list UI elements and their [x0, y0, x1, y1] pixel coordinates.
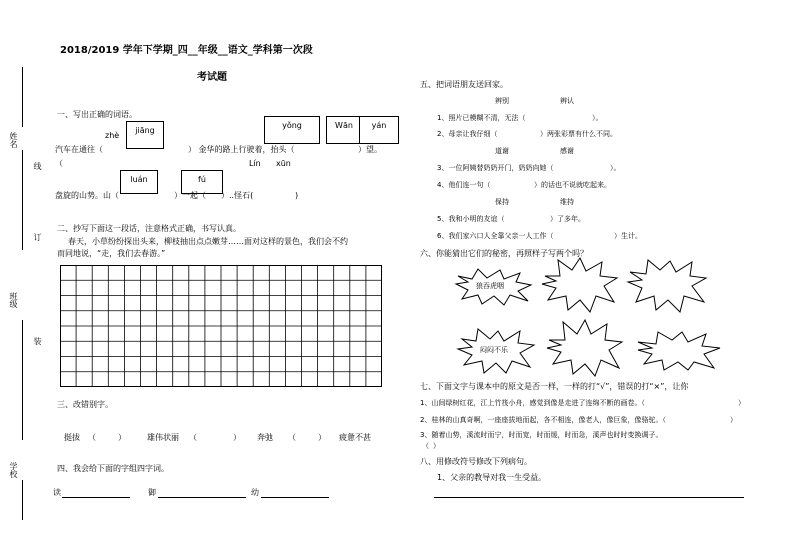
q7-sentence-1: 1、山间绿树红花，江上竹筏小舟，感觉到像是走进了连绵不断的画卷。（: [420, 399, 645, 407]
q5-sentence-2b: ）两张彩票有什么不同。: [540, 130, 617, 138]
margin-zhuang-label: 装: [33, 337, 42, 345]
q1-sentence2b: ）一起（: [174, 191, 206, 200]
q3-word-benchi: 奔弛: [257, 433, 273, 442]
q8-answer-line[interactable]: [434, 497, 744, 498]
q5-heading: 五、把词语朋友送回家。: [420, 80, 508, 89]
pinyin-box-text: fú: [198, 175, 206, 184]
burst-shape-blank-1[interactable]: [540, 256, 620, 314]
q3-paren-close-3[interactable]: ）: [318, 433, 326, 442]
pinyin-box-text: jiāng: [135, 126, 155, 135]
q5-sentence-2: 2、母亲让我仔细（: [437, 130, 498, 138]
pinyin-box-wan[interactable]: [326, 116, 362, 144]
q7-sentence-3b[interactable]: （: [422, 442, 429, 450]
q3-word-xiongwei: 雄伟状丽: [147, 433, 179, 442]
q5-word-baochi: 保持: [495, 198, 509, 206]
q5-sentence-4b: ）的话也不说就吃起来。: [534, 181, 611, 189]
q3-paren-open-3[interactable]: （: [288, 433, 296, 442]
q5-word-weichi: 维持: [560, 198, 574, 206]
q3-paren-close-1[interactable]: ）: [118, 433, 126, 442]
q3-word-tingba: 挺拔: [64, 433, 80, 442]
q1-pinyin-lin: Lín: [249, 159, 261, 168]
burst-text-menmen: 闷闷不乐: [480, 346, 508, 354]
q8-sentence-1: 1、父亲的教导对我一生受益。: [437, 473, 547, 482]
q4-char-yu: 御: [148, 488, 156, 497]
q7-heading: 七、下面文字与课本中的原文是否一样，一样的打“√”，错误的打“×”，让你: [420, 382, 689, 391]
q1-sentence1c: ）望。: [358, 145, 382, 154]
pinyin-box-yong[interactable]: [264, 116, 320, 144]
q7-sentence-2b[interactable]: ）: [730, 416, 737, 424]
q7-sentence-3c[interactable]: ）: [433, 442, 440, 450]
writing-grid[interactable]: [60, 265, 382, 387]
margin-name-line: [22, 150, 23, 250]
pinyin-box-luan[interactable]: [120, 170, 158, 194]
q5-word-bianbie: 辨别: [495, 97, 509, 105]
q1-heading: 一、写出正确的词语。: [57, 110, 137, 119]
page-subtitle: 考试题: [197, 72, 227, 83]
margin-xian-label: 线: [33, 162, 42, 170]
q4-answer-line-1[interactable]: [62, 497, 130, 498]
margin-school-line: [22, 480, 23, 520]
pinyin-box-text: yǒng: [282, 121, 302, 130]
pinyin-box-jiang[interactable]: [126, 121, 164, 149]
q3-paren-open-1[interactable]: （: [88, 433, 96, 442]
q5-sentence-4: 4、他们连一句（: [437, 181, 491, 189]
margin-ding-label: 订: [33, 233, 42, 241]
q1-sentence2c: ）..怪石(: [221, 191, 254, 200]
margin-line-top: [22, 67, 23, 127]
q6-heading: 六、你能猜出它们的秘密，再照样子写两个吗？: [420, 249, 588, 258]
q3-paren-close-2[interactable]: ）: [233, 433, 241, 442]
q2-heading: 二、抄写下面这一段话，注意格式正确，书写认真。: [57, 224, 241, 233]
q7-sentence-2: 2、桂林的山真奇啊，一座座拔地而起，各不相连，像老人，像巨象，像骆驼。（: [420, 416, 666, 424]
pinyin-box-text: yán: [371, 121, 387, 130]
q3-paren-open-2[interactable]: （: [189, 433, 197, 442]
q1-paren: （: [55, 159, 63, 168]
q5-word-bianren: 辨认: [560, 97, 574, 105]
pinyin-box-yan[interactable]: [359, 116, 399, 144]
q8-heading: 八、用修改符号修改下列病句。: [420, 457, 532, 466]
q1-pinyin-zhe: zhè: [105, 131, 120, 140]
pinyin-box-text: Wān: [335, 121, 353, 130]
burst-text-langtun: 狼吞虎咽: [476, 282, 504, 290]
q1-sentence2: 盘旋的山势。山（: [55, 191, 119, 200]
q5-sentence-6: 6、我们家六口人全靠父亲一人工作（: [437, 232, 554, 240]
q7-sentence-1b[interactable]: ）: [738, 399, 745, 407]
burst-shape-blank-2[interactable]: [626, 258, 708, 314]
q5-sentence-3: 3、一位阿姨替奶奶开门，奶奶向她（: [437, 164, 554, 172]
q5-sentence-3b: ）。: [610, 164, 621, 172]
q4-char-you: 幼: [251, 488, 259, 497]
q4-heading: 四、我会给下面的字组四字词。: [57, 464, 169, 473]
margin-school-label: 学校: [9, 462, 18, 478]
burst-shape-blank-4[interactable]: [636, 330, 722, 372]
q4-char-du: 读: [53, 488, 61, 497]
q3-heading: 三、改错别字。: [57, 400, 113, 409]
q4-answer-line-2[interactable]: [158, 497, 246, 498]
q2-paragraph-line1: 春天，小草纷纷探出头来，柳枝抽出点点嫩芽……面对这样的景色，我们会不约: [68, 237, 348, 246]
q5-sentence-5b: ）了多年。: [550, 215, 585, 223]
q2-paragraph-line2: 而同地说，“走，我们去春游。”: [57, 249, 166, 258]
q5-sentence-6b: ）生计。: [614, 232, 642, 240]
pinyin-box-text: luán: [130, 175, 148, 184]
q5-word-daoxie: 道谢: [495, 147, 509, 155]
margin-class-line: [22, 320, 23, 440]
q1-pinyin-xun: xūn: [276, 159, 291, 168]
margin-name-label: 姓名: [9, 132, 18, 148]
q5-sentence-1b: ）。: [592, 114, 603, 122]
q1-sentence1b: ） 金华的路上行驶着，抬头（: [188, 145, 295, 154]
q5-sentence-1: 1、照片已模糊不清，无法（: [437, 114, 526, 122]
q5-word-ganxie: 感谢: [560, 147, 574, 155]
burst-shape-blank-3[interactable]: [545, 318, 625, 378]
margin-class-label: 班级: [9, 292, 18, 308]
page-title: 2018/2019 学年下学期_四__年级__语文_学科第一次段: [60, 45, 313, 56]
q1-sentence2d: ): [295, 191, 299, 200]
q7-sentence-3: 3、随着山势，溪流时而宁，时而宽，时而缓，时而急，溪声也时时变换调子。: [420, 431, 663, 439]
q3-word-pibei: 疲惫不甚: [339, 433, 371, 442]
q4-answer-line-3[interactable]: [261, 497, 329, 498]
q5-sentence-5: 5、我和小明的友谊（: [437, 215, 505, 223]
q1-sentence1: 汽车在通往（: [55, 145, 103, 154]
